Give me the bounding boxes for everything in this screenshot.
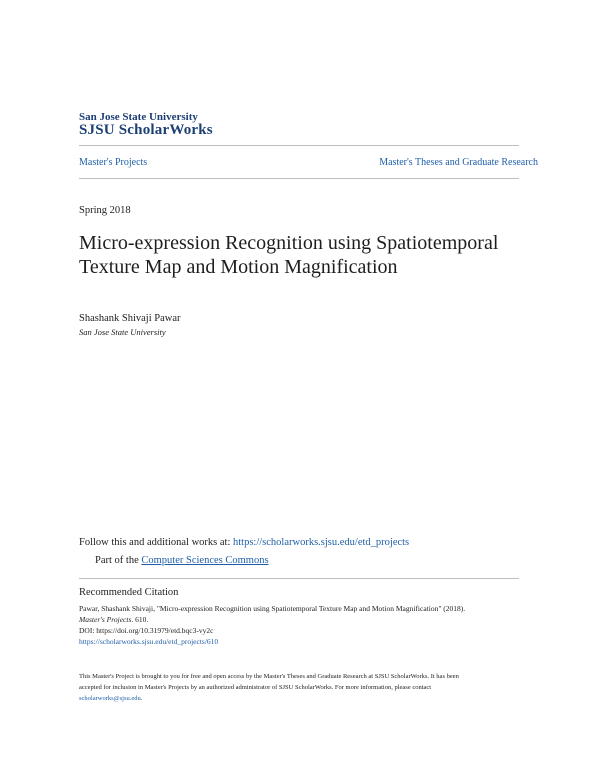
theses-graduate-research-link[interactable]: Master's Theses and Graduate Research [379, 157, 538, 168]
citation-block [79, 603, 529, 647]
masters-projects-link[interactable]: Master's Projects [79, 157, 148, 168]
access-notice [79, 671, 529, 704]
email-suffix: . [140, 695, 143, 702]
repository-name[interactable]: SJSU ScholarWorks [79, 122, 213, 138]
follow-prefix: Follow this and additional works at: [79, 537, 233, 548]
partof-prefix: Part of the [95, 555, 142, 566]
divider-top [79, 145, 519, 146]
paper-title: Micro-expression Recognition using Spatiotemporal Texture Map and Motion Magnification [79, 232, 499, 278]
follow-line [79, 537, 409, 548]
publication-date: Spring 2018 [79, 205, 131, 216]
citation-line-2 [79, 614, 529, 625]
follow-url-link[interactable]: https://scholarworks.sjsu.edu/etd_projects [233, 537, 410, 548]
divider-nav [79, 178, 519, 179]
author-affiliation: San Jose State University [79, 327, 166, 337]
citation-line-1: Pawar, Shashank Shivaji, "Micro-expression Recognition using Spatiotemporal Texture Map and Motion Magnification" (2018). [79, 604, 466, 613]
citation-series: Master's Projects [79, 615, 132, 624]
divider-citation [79, 578, 519, 579]
author-name: Shashank Shivaji Pawar [79, 313, 181, 324]
partof-line [95, 555, 269, 566]
citation-url-link[interactable]: https://scholarworks.sjsu.edu/etd_projects/610 [79, 637, 219, 646]
citation-doi: DOI: https://doi.org/10.31979/etd.bqc3-vy2c [79, 626, 214, 635]
university-name: San Jose State University [79, 111, 198, 123]
citation-number: . 610. [131, 615, 149, 624]
contact-email-link[interactable]: scholarworks@sjsu.edu [79, 695, 141, 702]
recommended-citation-heading: Recommended Citation [79, 587, 179, 598]
notice-line-1: This Master's Project is brought to you for free and open access by the Master's Theses and Graduate Research at SJSU ScholarWorks. It has been [79, 673, 459, 680]
notice-line-2: accepted for inclusion in Master's Projects by an authorized administrator of SJSU ScholarWorks. For more information, please contact [79, 684, 432, 691]
computer-sciences-commons-link[interactable]: Computer Sciences Commons [141, 555, 269, 566]
